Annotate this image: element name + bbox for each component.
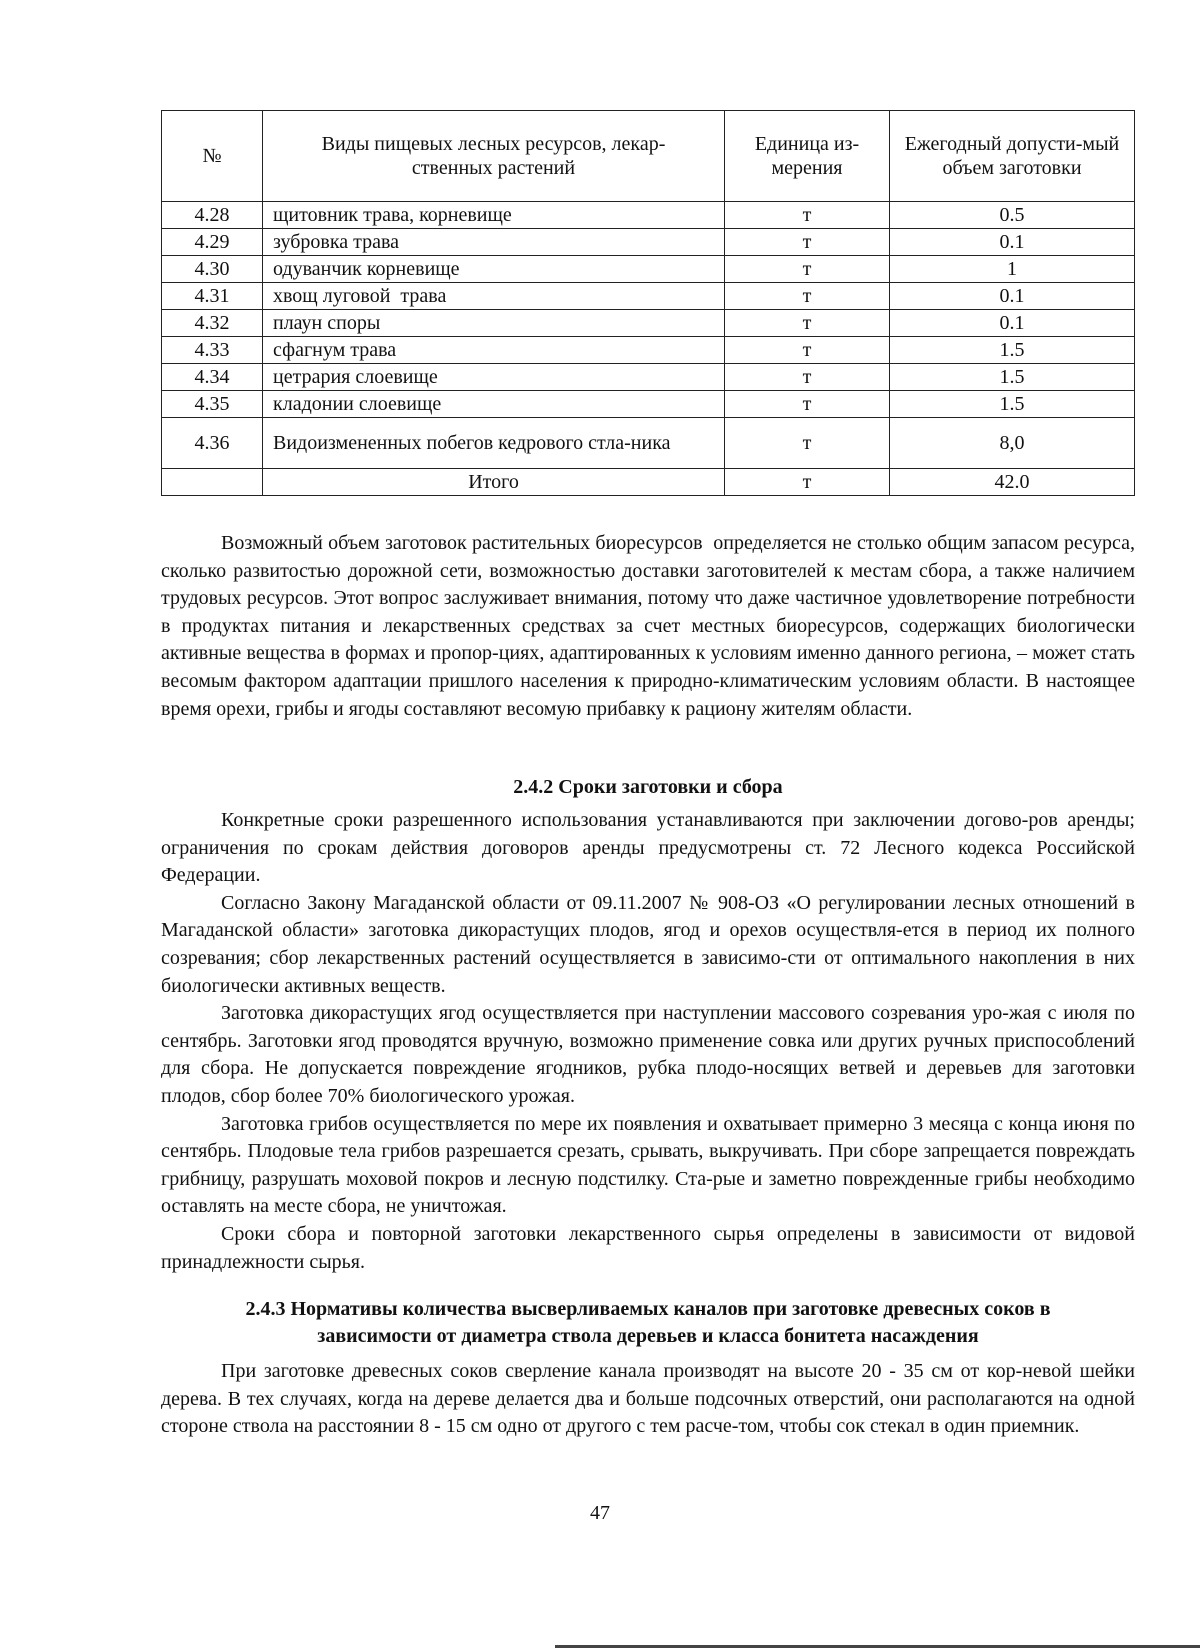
intro-block: [161, 530, 1140, 723]
section-243-body: [161, 1358, 1135, 1441]
row-unit: т: [725, 310, 890, 337]
row-value: 0.1: [890, 229, 1135, 256]
row-unit: т: [725, 418, 890, 469]
table-row: [162, 283, 1135, 310]
row-num: 4.31: [162, 283, 263, 310]
header-volume: Ежегодный допусти-мый объем заготовки: [890, 111, 1135, 202]
scan-edge-line: [555, 1645, 1200, 1648]
paragraph: Сроки сбора и повторной заготовки лекарственного сырья определены в зависимости от видовой принадлежности сырья.: [161, 1222, 1135, 1273]
section-243-heading: [161, 1296, 1135, 1350]
row-name: цетрария слоевище: [263, 364, 725, 391]
row-num: 4.30: [162, 256, 263, 283]
row-value: 1.5: [890, 391, 1135, 418]
table-row: [162, 202, 1135, 229]
row-name: кладонии слоевище: [263, 391, 725, 418]
total-unit: т: [725, 469, 890, 496]
intro-paragraph: Возможный объем заготовок растительных биоресурсов определяется не столько общим запасом ресурса, сколько развитостью дорожной сети, возможностью доставки заготовителей к местам сбора, а также наличием трудовых ресурсов. Этот вопрос заслуживает внимания, потому что даже частичное удовлетворение потребности в продуктах питания и лекарственных средствах за счет местных биоресурсов, содержащих биологически активные вещества в формах и пропор-циях, адаптированных к условиям именно данного региона, – может стать весомым фактором адаптации пришлого населения к природно-климатическим условиям области. В настоящее время орехи, грибы и ягоды составляют весомую прибавку к рациону жителям области.: [161, 532, 1140, 720]
row-unit: т: [725, 391, 890, 418]
page-number: 47: [590, 1502, 610, 1524]
table-total-row: [162, 469, 1135, 496]
row-num: 4.35: [162, 391, 263, 418]
section-242-body: [161, 807, 1135, 1276]
table-row: [162, 256, 1135, 283]
table-row: [162, 364, 1135, 391]
row-name: одуванчик корневище: [263, 256, 725, 283]
row-unit: т: [725, 256, 890, 283]
header-unit: Единица из-мерения: [725, 111, 890, 202]
row-num: 4.33: [162, 337, 263, 364]
row-name: зубровка трава: [263, 229, 725, 256]
total-label: Итого: [263, 469, 725, 496]
total-value: 42.0: [890, 469, 1135, 496]
paragraph: Согласно Закону Магаданской области от 09.11.2007 № 908-ОЗ «О регулировании лесных отношений в Магаданской области» заготовка дикорастущих плодов, ягод и орехов осуществля-ется в период их полного созревания; сбор лекарственных растений осуществляется в зависимо-сти от оптимального накопления в них биологически активных веществ.: [161, 891, 1135, 997]
table-header-row: [162, 111, 1135, 202]
row-value: 1: [890, 256, 1135, 283]
row-num: 4.34: [162, 364, 263, 391]
table-row: [162, 418, 1135, 469]
table-row: [162, 391, 1135, 418]
row-value: 0.1: [890, 283, 1135, 310]
header-num: №: [162, 111, 263, 202]
row-name: хвощ луговой трава: [263, 283, 725, 310]
row-num: 4.36: [162, 418, 263, 469]
header-name: Виды пищевых лесных ресурсов, лекар-ственных растений: [263, 111, 725, 202]
paragraph: Конкретные сроки разрешенного использования устанавливаются при заключении догово-ров аренды; ограничения по срокам действия договоров аренды предусмотрены ст. 72 Лесного кодекса Российской Федерации.: [161, 809, 1135, 887]
row-value: 0.1: [890, 310, 1135, 337]
table-row: [162, 310, 1135, 337]
section-243-heading-line1: 2.4.3 Нормативы количества высверливаемых каналов при заготовке древесных соков в: [245, 1298, 1051, 1320]
total-num-empty: [162, 469, 263, 496]
row-num: 4.29: [162, 229, 263, 256]
row-name: щитовник трава, корневище: [263, 202, 725, 229]
row-name: плаун споры: [263, 310, 725, 337]
row-value: 0.5: [890, 202, 1135, 229]
row-value: 1.5: [890, 364, 1135, 391]
row-value: 8,0: [890, 418, 1135, 469]
row-num: 4.32: [162, 310, 263, 337]
section-242-heading: 2.4.2 Сроки заготовки и сбора: [513, 776, 783, 798]
row-unit: т: [725, 202, 890, 229]
row-name: Видоизмененных побегов кедрового стла-ника: [263, 418, 725, 469]
paragraph: Заготовка дикорастущих ягод осуществляется при наступлении массового созревания уро-жая с июля по сентябрь. Заготовки ягод проводятся вручную, возможно применение совка или других ручных приспособлений для сбора. Не допускается повреждение ягодников, рубка плодо-носящих ветвей и деревьев для заготовки плодов, сбор более 70% биологического урожая.: [161, 1002, 1135, 1107]
paragraph: При заготовке древесных соков сверление канала производят на высоте 20 - 35 см от кор-невой шейки дерева. В тех случаях, когда на дереве делается два и больше подсочных отверстий, они располагаются на одной стороне ствола на расстоянии 8 - 15 см одно от другого с тем расче-том, чтобы сок стекал в один приемник.: [161, 1360, 1135, 1438]
row-name: сфагнум трава: [263, 337, 725, 364]
resources-table: [161, 110, 1135, 496]
row-num: 4.28: [162, 202, 263, 229]
table-row: [162, 229, 1135, 256]
row-unit: т: [725, 283, 890, 310]
table-row: [162, 337, 1135, 364]
row-unit: т: [725, 337, 890, 364]
paragraph: Заготовка грибов осуществляется по мере их появления и охватывает примерно 3 месяца с конца июня по сентябрь. Плодовые тела грибов разрешается срезать, срывать, выкручивать. При сборе запрещается повреждать грибницу, разрушать моховой покров и лесную подстилку. Ста-рые и заметно поврежденные грибы необходимо оставлять на месте сбора, не уничтожая.: [161, 1112, 1135, 1218]
row-unit: т: [725, 229, 890, 256]
row-value: 1.5: [890, 337, 1135, 364]
row-unit: т: [725, 364, 890, 391]
section-243-heading-line2: зависимости от диаметра ствола деревьев и класса бонитета насаждения: [317, 1325, 979, 1347]
